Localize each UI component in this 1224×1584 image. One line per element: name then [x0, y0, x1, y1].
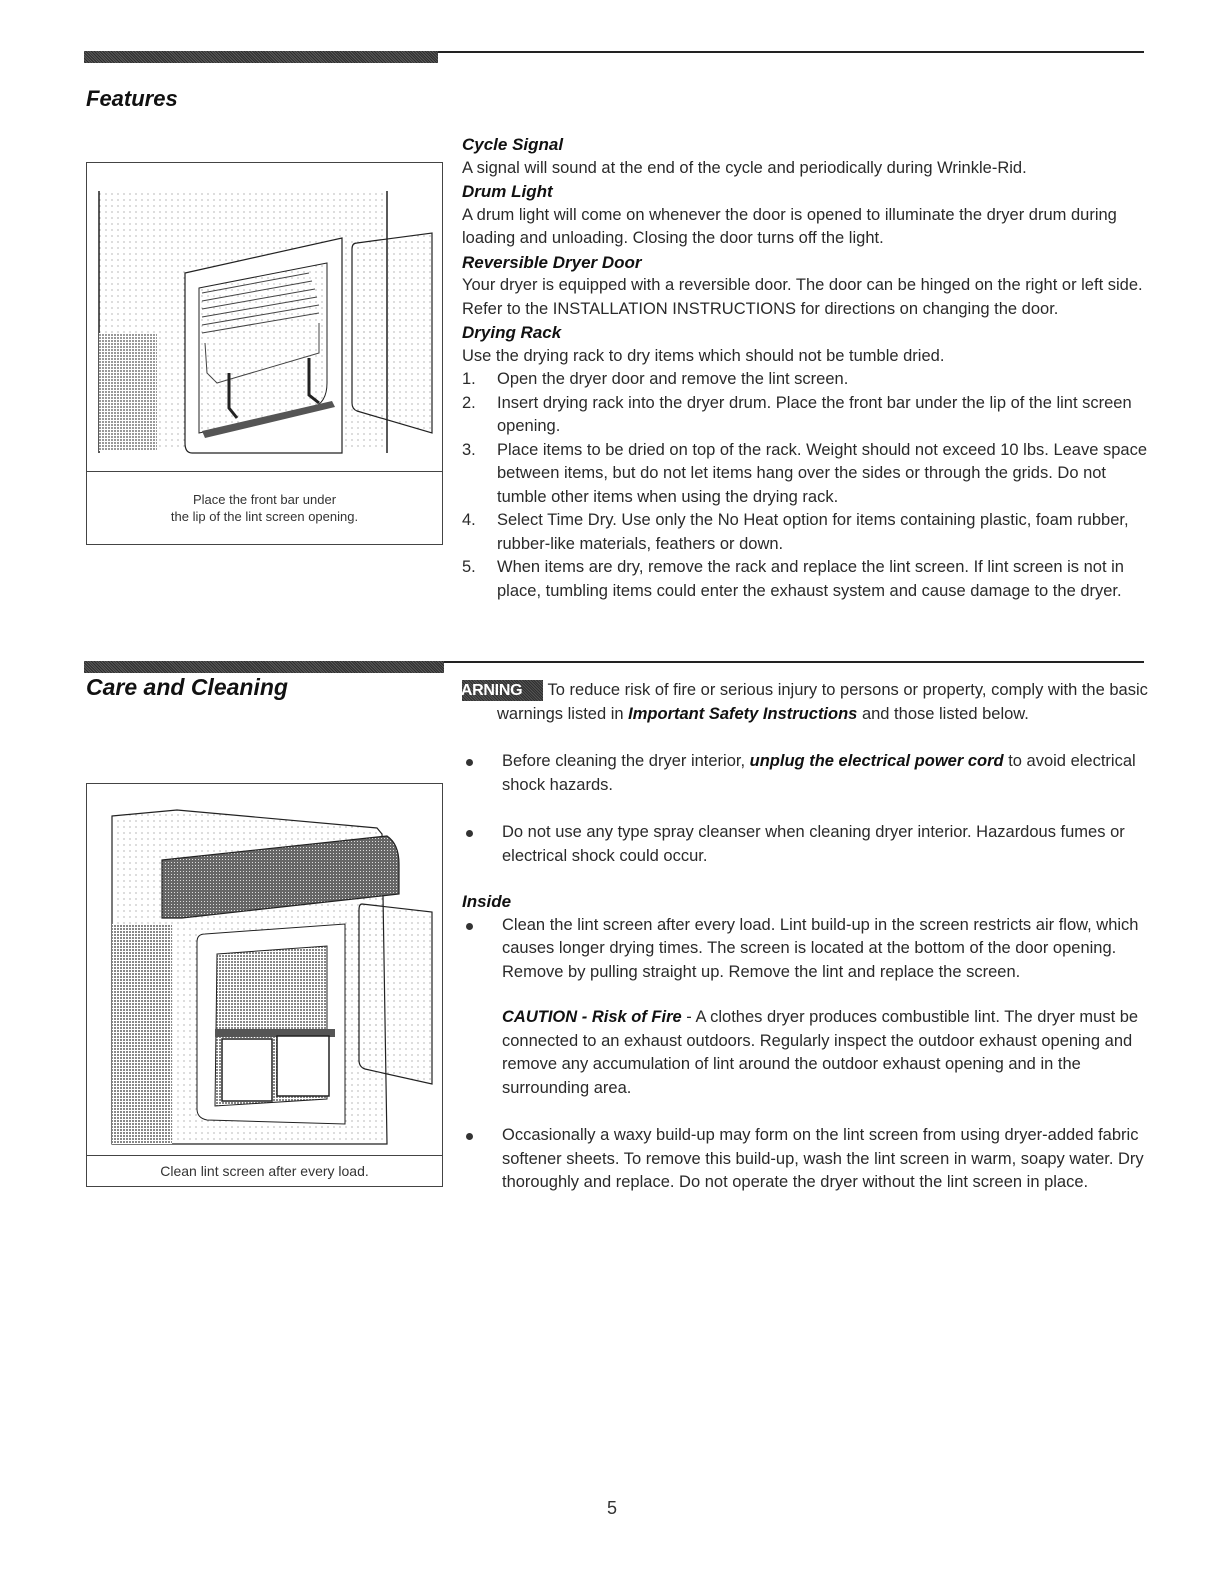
heading-reversible-door: Reversible Dryer Door	[462, 252, 642, 272]
bullet-text: Do not use any type spray cleanser when cleaning dryer interior. Hazardous fumes or electrical shock could occur.	[502, 823, 1125, 865]
step-number: 4.	[462, 511, 476, 529]
section-title-care: Care and Cleaning	[86, 674, 288, 700]
step-item	[462, 392, 1152, 439]
text-reversible-door: Your dryer is equipped with a reversible door. The door can be hinged on the right or left side. Refer to the INSTALLATION INSTRUCTIONS for directions on changing the door.	[462, 276, 1143, 318]
heading-inside: Inside	[462, 892, 512, 911]
caption-text: Clean lint screen after every load.	[160, 1162, 369, 1179]
heading-drum-light: Drum Light	[462, 182, 553, 201]
bullet-icon	[466, 759, 473, 766]
warning-emphasis: Important Safety Instructions	[628, 704, 858, 723]
bullet-text-after: to avoid electrical shock hazards.	[502, 752, 1136, 794]
drying-rack-steps	[462, 368, 1152, 603]
figure-caption-drying-rack	[87, 471, 442, 544]
section-rule-line-care	[444, 661, 1144, 663]
bullet-icon	[466, 1133, 473, 1140]
bullet-icon	[466, 830, 473, 837]
section-title-features: Features	[86, 86, 178, 111]
step-text: Open the dryer door and remove the lint screen.	[497, 370, 849, 388]
warning-text-after: and those listed below.	[857, 704, 1029, 723]
section-rule-bar-care	[84, 661, 444, 673]
care-text	[447, 679, 1152, 1195]
step-number: 5.	[462, 558, 476, 576]
figure-drying-rack	[86, 162, 443, 545]
inside-bullets	[462, 914, 1152, 985]
caption-line-1: Place the front bar under	[192, 492, 337, 507]
care-bullets	[462, 750, 1152, 868]
figure-lint-screen	[86, 783, 443, 1187]
list-item	[462, 914, 1152, 985]
bullet-text-before: Before cleaning the dryer interior,	[502, 752, 750, 770]
step-number: 1.	[462, 370, 476, 388]
heading-drying-rack: Drying Rack	[462, 323, 562, 342]
step-item	[462, 556, 1152, 603]
page-number: 5	[606, 1498, 617, 1518]
warning-badge	[447, 680, 543, 701]
list-item	[462, 750, 1152, 797]
step-item	[462, 509, 1152, 556]
step-item	[462, 439, 1152, 510]
text-drum-light: A drum light will come on whenever the door is opened to illuminate the dryer drum during loading and unloading. Closing the door turns off the light.	[462, 205, 1117, 247]
text-drying-rack-intro: Use the drying rack to dry items which should not be tumble dried.	[462, 346, 945, 365]
caution-text: - A clothes dryer produces combustible lint. The dryer must be connected to an exhaust outdoors. Regularly inspect the outdoor exhaust opening and remove any accumulation of lint around the outdoor exhaust opening and in the surrounding area.	[502, 1008, 1139, 1097]
bullet-icon	[466, 923, 473, 930]
heading-cycle-signal: Cycle Signal	[462, 135, 564, 154]
step-text: Select Time Dry. Use only the No Heat option for items containing plastic, foam rubber, rubber-like materials, feathers or down.	[497, 511, 1129, 553]
caution-label: CAUTION - Risk of Fire	[502, 1008, 682, 1026]
warning-label: WARNING	[447, 682, 523, 699]
lint-screen-illustration	[87, 784, 442, 1154]
figure-caption-lint-screen	[87, 1155, 442, 1186]
section-rule-line-features	[438, 51, 1144, 53]
step-text: Place items to be dried on top of the rack. Weight should not exceed 10 lbs. Leave space between items, but do not let items hang over the sides or through the grids. Do not tumble other items when using the drying rack.	[497, 440, 1148, 506]
list-item	[462, 1124, 1152, 1195]
text-cycle-signal: A signal will sound at the end of the cycle and periodically during Wrinkle-Rid.	[462, 158, 1027, 177]
list-item	[462, 821, 1152, 868]
step-number: 2.	[462, 393, 476, 412]
warning-text-before: To reduce risk of fire or serious injury to persons or property, comply with the basic warnings listed in	[497, 681, 1148, 723]
section-rule-bar-features	[84, 51, 438, 63]
caution-paragraph	[462, 1006, 1152, 1100]
drying-rack-illustration	[87, 163, 442, 473]
bullet-emphasis: unplug the electrical power cord	[749, 752, 1004, 770]
warning-triangle-icon	[430, 682, 446, 696]
bullet-text: Clean the lint screen after every load. Lint build-up in the screen restricts air flow, which causes longer drying times. The screen is located at the bottom of the door opening. Remove by pulling straight up. Remove the lint and replace the screen.	[502, 915, 1139, 981]
warning-block	[447, 679, 1152, 726]
step-text: When items are dry, remove the rack and replace the lint screen. If lint screen is not in place, tumbling items could enter the exhaust system and cause damage to the dryer.	[497, 558, 1124, 600]
step-number: 3.	[462, 440, 476, 459]
bullet-text: Occasionally a waxy build-up may form on the lint screen from using dryer-added fabric softener sheets. To remove this build-up, wash the lint screen in warm, soapy water. Dry thoroughly and replace. Do not operate the dryer without the lint screen in place.	[502, 1126, 1144, 1191]
features-text	[462, 133, 1152, 603]
step-item	[462, 368, 1152, 392]
step-text: Insert drying rack into the dryer drum. Place the front bar under the lip of the lint screen opening.	[497, 393, 1132, 435]
caption-line-2: the lip of the lint screen opening.	[170, 509, 359, 524]
inside-bullets-2	[462, 1124, 1152, 1195]
